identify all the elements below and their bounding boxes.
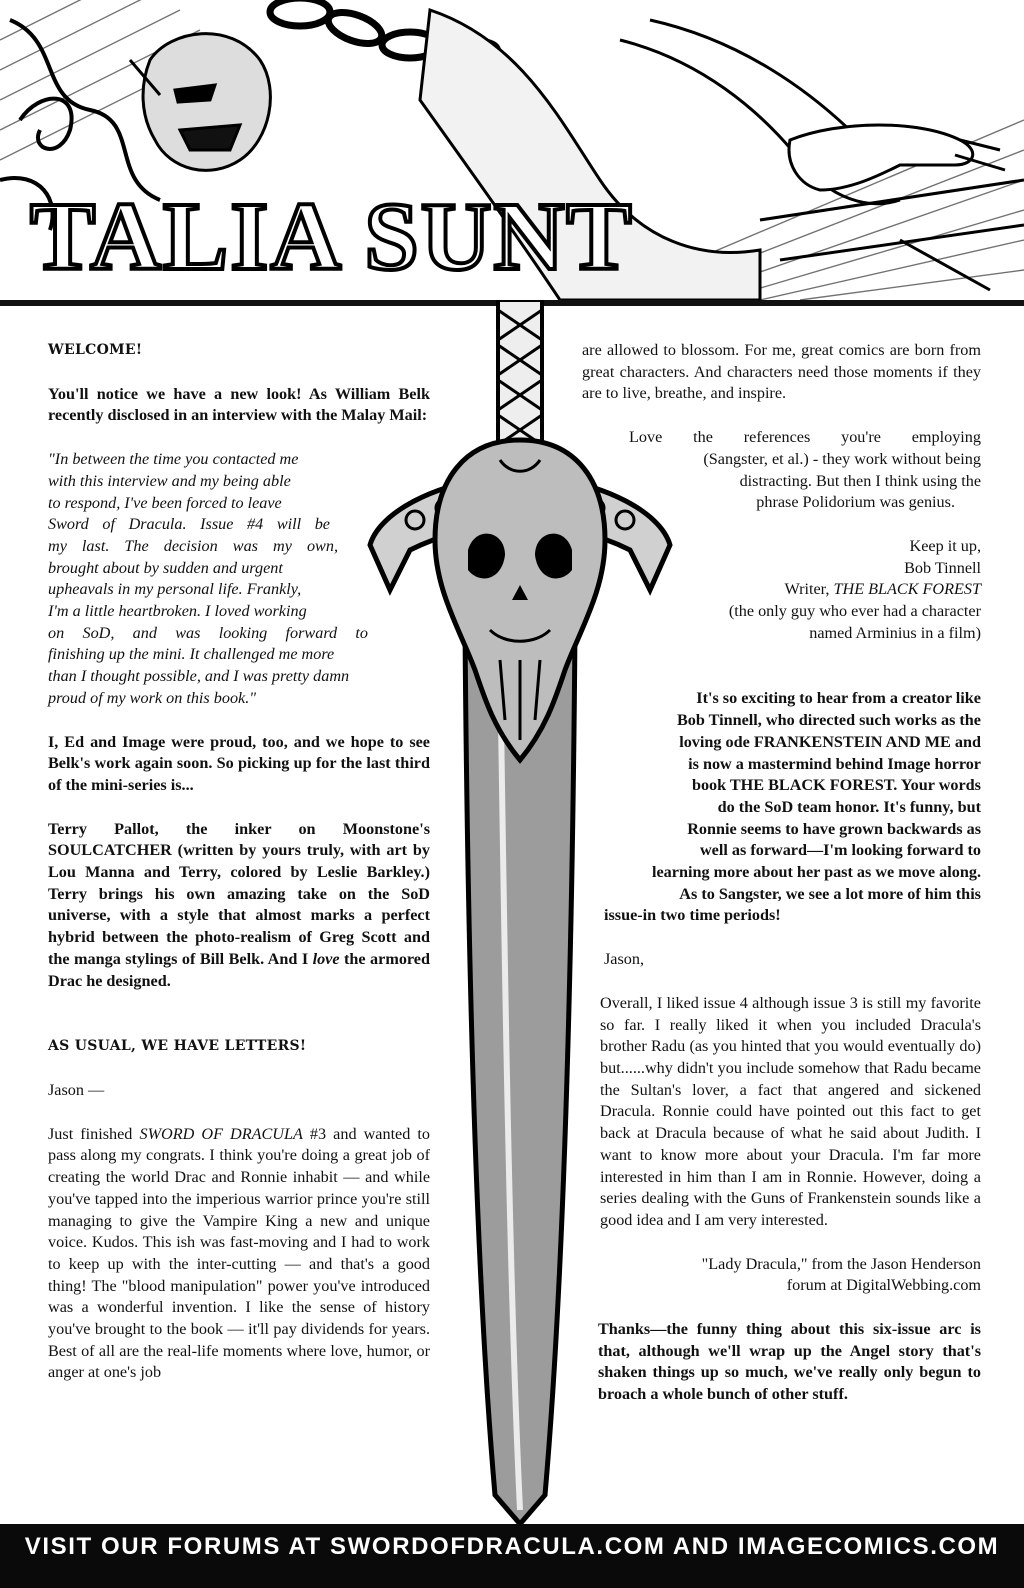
letter-title-emphasis: SWORD OF DRACULA	[139, 1124, 303, 1143]
quote-line: on SoD, and was looking forward to	[48, 623, 368, 642]
editor-reply	[582, 688, 981, 927]
welcome-heading: WELCOME!	[48, 342, 143, 358]
quote-line: proud of my work on this book."	[48, 688, 257, 707]
references-line: (Sangster, et al.) - they work without being	[703, 449, 981, 468]
signer-title	[582, 579, 981, 601]
letter-continued: are allowed to blossom. For me, great comics are born from great characters. And characters need those moments if they are to live, breathe, and inspire.	[582, 341, 981, 403]
letter2-signature	[582, 1254, 981, 1297]
references-line: phrase Polidorium was genius.	[756, 493, 955, 512]
signature-line: forum at DigitalWebbing.com	[786, 1276, 981, 1295]
references-paragraph	[582, 427, 981, 514]
pallot-emphasis: love	[312, 949, 340, 968]
pallot-paragraph	[48, 819, 430, 993]
letters-heading: AS USUAL, WE HAVE LETTERS!	[48, 1038, 307, 1055]
reply-line: issue-in two time periods!	[604, 906, 781, 925]
signoff: Keep it up,	[909, 536, 981, 555]
quote-line: than I thought possible, and I was pretty damn	[48, 667, 350, 686]
letter-text: Just finished	[48, 1124, 140, 1143]
reply-line: is now a mastermind behind Image horror	[688, 754, 981, 773]
signer-note-line: named Arminius in a film)	[809, 623, 981, 642]
letter2-salutation: Jason,	[604, 950, 645, 969]
proud-paragraph: I, Ed and Image were proud, too, and we hope to see Belk's work again soon. So picking up for the last third of the mini-series is...	[48, 732, 430, 794]
quote-line: to respond, I've been forced to leave	[48, 493, 282, 512]
quote-line: I'm a little heartbroken. I loved working	[48, 602, 307, 621]
signer-note-line: (the only guy who ever had a character	[728, 602, 981, 621]
intro-paragraph: You'll notice we have a new look! As William Belk recently disclosed in an interview with the Malay Mail:	[48, 384, 430, 425]
reply-line: Ronnie seems to have grown backwards as	[687, 819, 981, 838]
quote-line: upheavals in my personal life. Frankly,	[48, 580, 302, 599]
signer-name: Bob Tinnell	[904, 558, 981, 577]
reply-line: well as forward—I'm looking forward to	[699, 841, 981, 860]
quote-line: my last. The decision was my own,	[48, 536, 338, 555]
closing-reply: Thanks—the funny thing about this six-issue arc is that, although we'll wrap up the Angel story that's shaken things up so much, we've really only begun to broach a whole bunch of other stuff.	[598, 1320, 981, 1404]
reply-line: learning more about her past as we move along.	[652, 863, 981, 882]
left-column	[48, 340, 430, 1406]
reply-line: As to Sangster, we see a lot more of him this	[679, 884, 981, 903]
references-line: distracting. But then I think using the	[739, 471, 981, 490]
quote-line: brought about by sudden and urgent	[48, 558, 283, 577]
letter-salutation: Jason —	[48, 1080, 105, 1099]
quote-line: with this interview and my being able	[48, 471, 291, 490]
pallot-text: Terry Pallot, the inker on Moonstone's SOULCATCHER (written by yours truly, with art by Lou Manna and Terry, colored by Leslie Barkley.) Terry brings his own amazing take on the SoD universe, with a style that almost marks a perfect hybrid between the photo-realism of Greg Scott and the manga stylings of Bill Belk. And I	[48, 819, 430, 968]
reply-line: loving ode FRANKENSTEIN AND ME and	[679, 732, 981, 751]
belk-quote	[48, 449, 430, 709]
signer-title-book: THE BLACK FOREST	[833, 580, 981, 599]
signer-title-prefix: Writer,	[784, 580, 834, 599]
reply-line: book THE BLACK FOREST. Your words	[691, 776, 981, 795]
signature-line: "Lady Dracula," from the Jason Henderson	[701, 1254, 981, 1273]
letter-signature-block	[582, 536, 981, 645]
page-title: TALIA SUNT	[30, 183, 634, 291]
header-illustration	[0, 0, 1024, 306]
references-line: Love the references you're employing	[629, 428, 981, 447]
quote-line: "In between the time you contacted me	[48, 450, 299, 469]
quote-line: finishing up the mini. It challenged me more	[48, 645, 335, 664]
reply-line: It's so exciting to hear from a creator like	[696, 689, 981, 708]
forum-footer-banner: VISIT OUR FORUMS AT SWORDOFDRACULA.COM AND IMAGECOMICS.COM	[0, 1524, 1024, 1588]
right-column	[582, 340, 981, 1428]
reply-line: Bob Tinnell, who directed such works as the	[676, 711, 981, 730]
letter2-body: Overall, I liked issue 4 although issue 3 is still my favorite so far. I really liked it when you included Dracula's brother Radu (as you hinted that you would eventually do) but......why didn't you include somehow that Radu became the Sultan's lover, a fact that angered and sickened Dracula. Ronnie could have pointed out this fact to get back at Dracula because of what he said about Judith. I want to know more about your Dracula. I'm far more interested in him than I am in Ronnie. However, doing a series dealing with the Guns of Frankenstein sounds like a good idea and I am very interested.	[600, 993, 981, 1229]
reply-line: do the SoD team honor. It's funny, but	[717, 797, 981, 816]
pallot-text-end: the armored Drac he designed.	[48, 949, 430, 990]
quote-line: Sword of Dracula. Issue #4 will be	[48, 515, 330, 534]
letter-body	[48, 1124, 430, 1384]
letter-text-end: #3 and wanted to pass along my congrats. I think you're doing a great job of creating the world Drac and Ronnie inhabit — and while you've tapped into the imperious warrior prince you're still managing to give the Vampire King a new and unique voice. Kudos. This ish was fast-moving and I had to work to keep up with the inter-cutting — and that's a good thing! The "blood manipulation" power you've introduced was a wonderful invention. I like the sense of history you've brought to the book — it'll pay dividends for years. Best of all are the real-life moments where love, humor, or anger at one's job	[48, 1124, 430, 1382]
